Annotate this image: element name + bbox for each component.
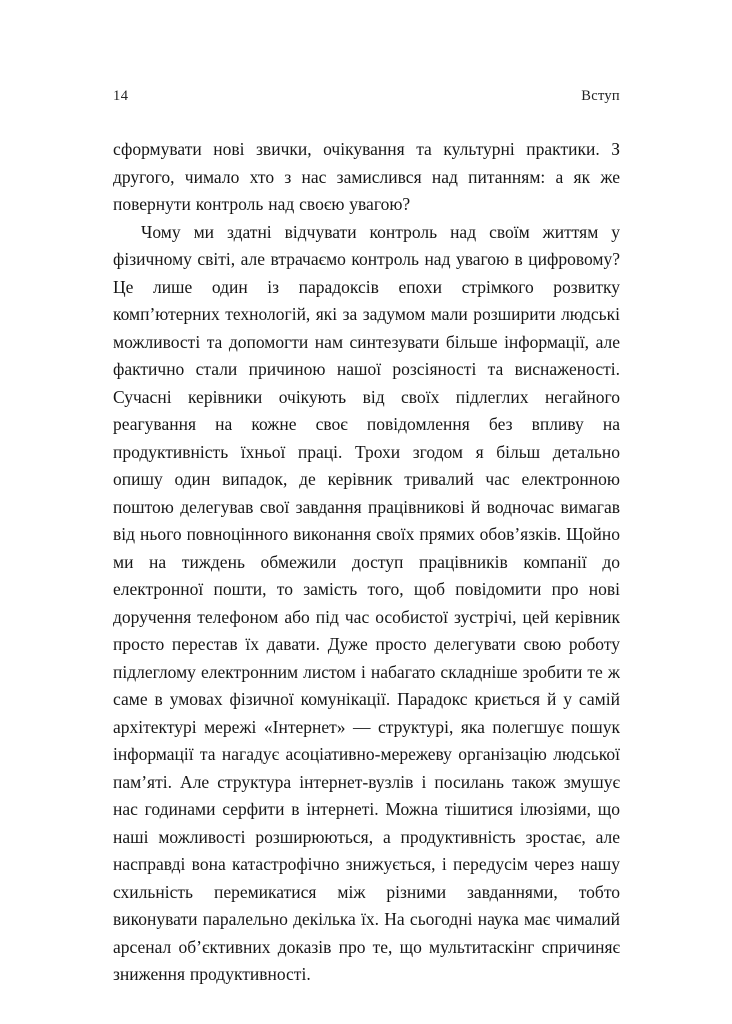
- paragraph-continuation: сформувати нові звички, очікування та культурні практики. З другого, чимало хто з нас замислився над питанням: а як же повернути контроль над своєю увагою?: [113, 139, 620, 214]
- paragraph-main: Чому ми здатні відчувати контроль над своїм життям у фізичному світі, але втрачаємо контроль над увагою в цифровому? Це лише один із парадоксів епохи стрімкого розвитку комп’ютерних технологій, які за задумом мали розширити людські можливості та допомогти нам синтезувати більше інформації, але фактично стали причиною нашої розсіяності та виснаженості. Сучасні керівники очікують від своїх підлеглих негайного реагування на кожне своє повідомлення без впливу на продуктивність їхньої праці. Трохи згодом я більш детально опишу один випадок, де керівник тривалий час електронною поштою делегував свої завдання працівникові й водночас вимагав від нього повноцінного виконання своїх прямих обов’язків. Щойно ми на тиждень обмежили доступ працівників компанії до електронної пошти, то замість того, щоб повідомити про нові доручення телефоном або під час особистої зустрічі, цей керівник просто перестав їх давати. Дуже просто делегувати свою роботу підлеглому електронним листом і набагато складніше зробити те ж саме в умовах фізичної комунікації. Парадокс криється й у самій архітектурі мережі «Інтернет» — структурі, яка полегшує пошук інформації та нагадує асоціативно-мережеву організацію людської пам’яті. Але структура інтернет-вузлів і посилань також змушує нас годинами серфити в інтернеті. Можна тішитися ілюзіями, що наші можливості розширюються, а продуктивність зростає, але насправді вона катастрофічно знижується, і передусім через нашу схильність перемикатися між різними завданнями, тобто виконувати паралельно декілька їх. На сьогодні наука має чималий арсенал об’єктивних доказів про те, що мультитаскінг спричиняє зниження продуктивності.: [113, 221, 620, 984]
- page-header: [113, 88, 620, 105]
- page-body: [113, 136, 620, 989]
- running-head: Вступ: [581, 88, 620, 104]
- page-number: 14: [113, 88, 129, 104]
